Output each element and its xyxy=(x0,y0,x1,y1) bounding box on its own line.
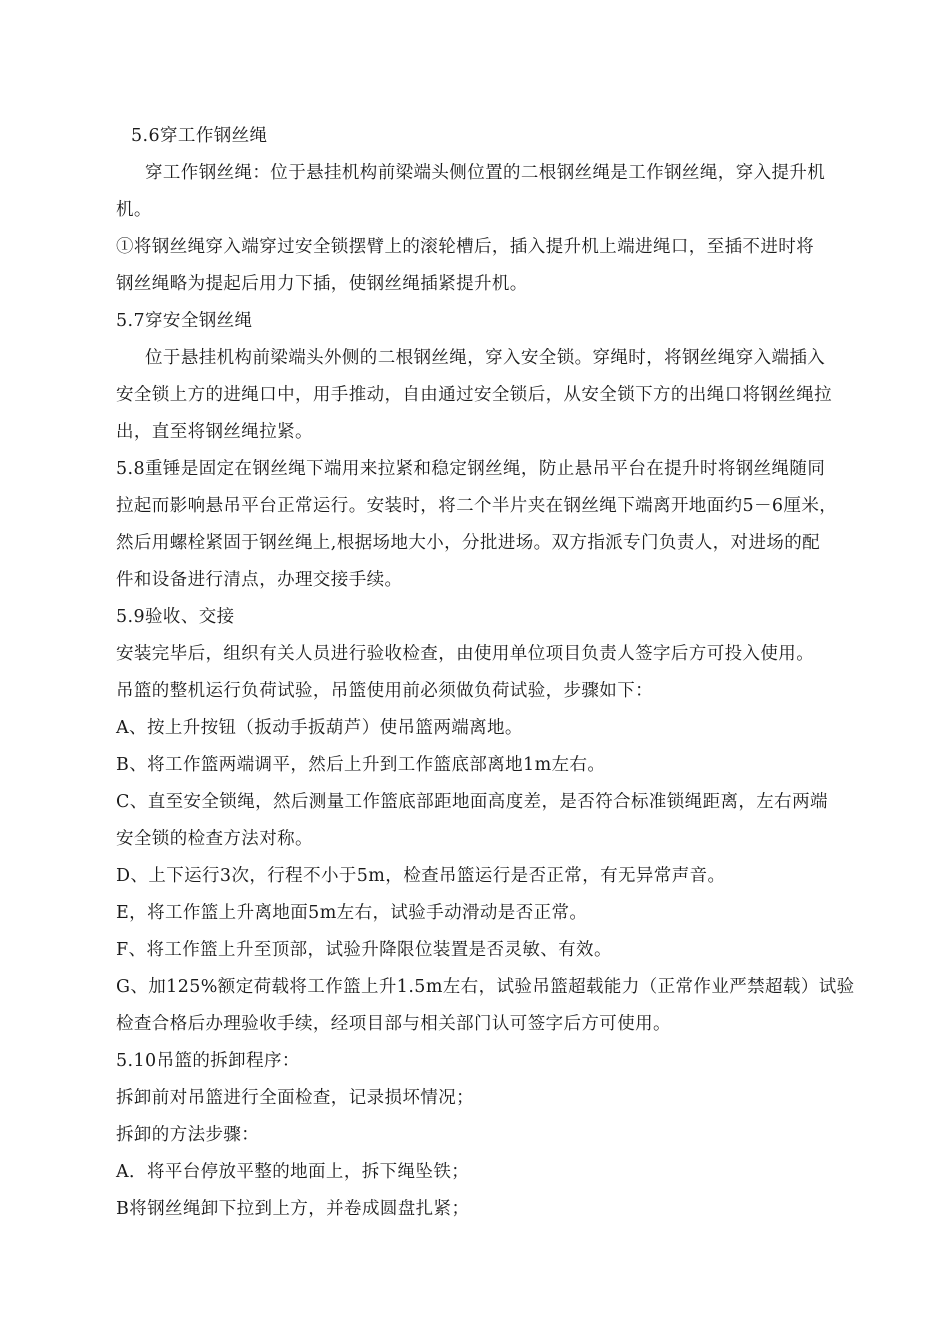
list-item-e: E，将工作篮上升离地面5m左右，试验手动滑动是否正常。 xyxy=(116,903,588,923)
paragraph-line: 位于悬挂机构前梁端头外侧的二根钢丝绳，穿入安全锁。穿绳时，将钢丝绳穿入端插入 xyxy=(145,348,826,368)
list-item-b: B、将工作篮两端调平，然后上升到工作篮底部离地1m左右。 xyxy=(116,755,606,775)
paragraph-line: 机。 xyxy=(116,200,152,220)
paragraph-line: 5.8重锤是固定在钢丝绳下端用来拉紧和稳定钢丝绳，防止悬吊平台在提升时将钢丝绳随同 xyxy=(116,459,826,479)
list-item-step-a: A．将平台停放平整的地面上，拆下绳坠铁； xyxy=(116,1162,470,1182)
paragraph-line: 拆卸前对吊篮进行全面检查，记录损坏情况； xyxy=(116,1088,474,1108)
list-item-d: D、上下运行3次，行程不小于5m，检查吊篮运行是否正常，有无异常声音。 xyxy=(116,866,726,886)
list-item-c-continued: 安全锁的检查方法对称。 xyxy=(116,829,313,849)
paragraph-line: 件和设备进行清点，办理交接手续。 xyxy=(116,570,403,590)
list-item-g-continued: 检查合格后办理验收手续，经项目部与相关部门认可签字后方可使用。 xyxy=(116,1014,671,1034)
list-item-g: G、加125%额定荷载将工作篮上升1.5m左右，试验吊篮超载能力（正常作业严禁超载）试验 xyxy=(116,977,855,997)
paragraph-line: 安全锁上方的进绳口中，用手推动，自由通过安全锁后，从安全锁下方的出绳口将钢丝绳拉 xyxy=(116,385,832,405)
list-item-a: A、按上升按钮（扳动手扳葫芦）使吊篮两端离地。 xyxy=(116,718,523,738)
section-heading-5-7: 5.7穿安全钢丝绳 xyxy=(116,311,253,331)
paragraph-line: 安装完毕后，组织有关人员进行验收检查，由使用单位项目负责人签字后方可投入使用。 xyxy=(116,644,815,664)
paragraph-line: 拉起而影响悬吊平台正常运行。安装时，将二个半片夹在钢丝绳下端离开地面约5－6厘米， xyxy=(116,496,838,516)
paragraph-line: ①将钢丝绳穿入端穿过安全锁摆臂上的滚轮槽后，插入提升机上端进绳口，至插不进时将 xyxy=(116,237,815,257)
section-heading-5-6: 5.6穿工作钢丝绳 xyxy=(131,126,268,146)
paragraph-line: 然后用螺栓紧固于钢丝绳上,根据场地大小，分批进场。双方指派专门负责人，对进场的配 xyxy=(116,533,821,553)
list-item-f: F、将工作篮上升至顶部，试验升降限位装置是否灵敏、有效。 xyxy=(116,940,612,960)
paragraph-line: 出，直至将钢丝绳拉紧。 xyxy=(116,422,313,442)
list-item-step-b: B将钢丝绳卸下拉到上方，并卷成圆盘扎紧； xyxy=(116,1199,470,1219)
section-heading-5-9: 5.9验收、交接 xyxy=(116,607,235,627)
paragraph-line: 钢丝绳略为提起后用力下插，使钢丝绳插紧提升机。 xyxy=(116,274,528,294)
section-heading-5-10: 5.10吊篮的拆卸程序： xyxy=(116,1051,300,1071)
paragraph-line: 吊篮的整机运行负荷试验，吊篮使用前必须做负荷试验，步骤如下： xyxy=(116,681,653,701)
paragraph-line: 穿工作钢丝绳：位于悬挂机构前梁端头侧位置的二根钢丝绳是工作钢丝绳，穿入提升机 xyxy=(145,163,826,183)
list-item-c: C、直至安全锁绳，然后测量工作篮底部距地面高度差，是否符合标准锁绳距离，左右两端 xyxy=(116,792,828,812)
paragraph-line: 拆卸的方法步骤： xyxy=(116,1125,260,1145)
